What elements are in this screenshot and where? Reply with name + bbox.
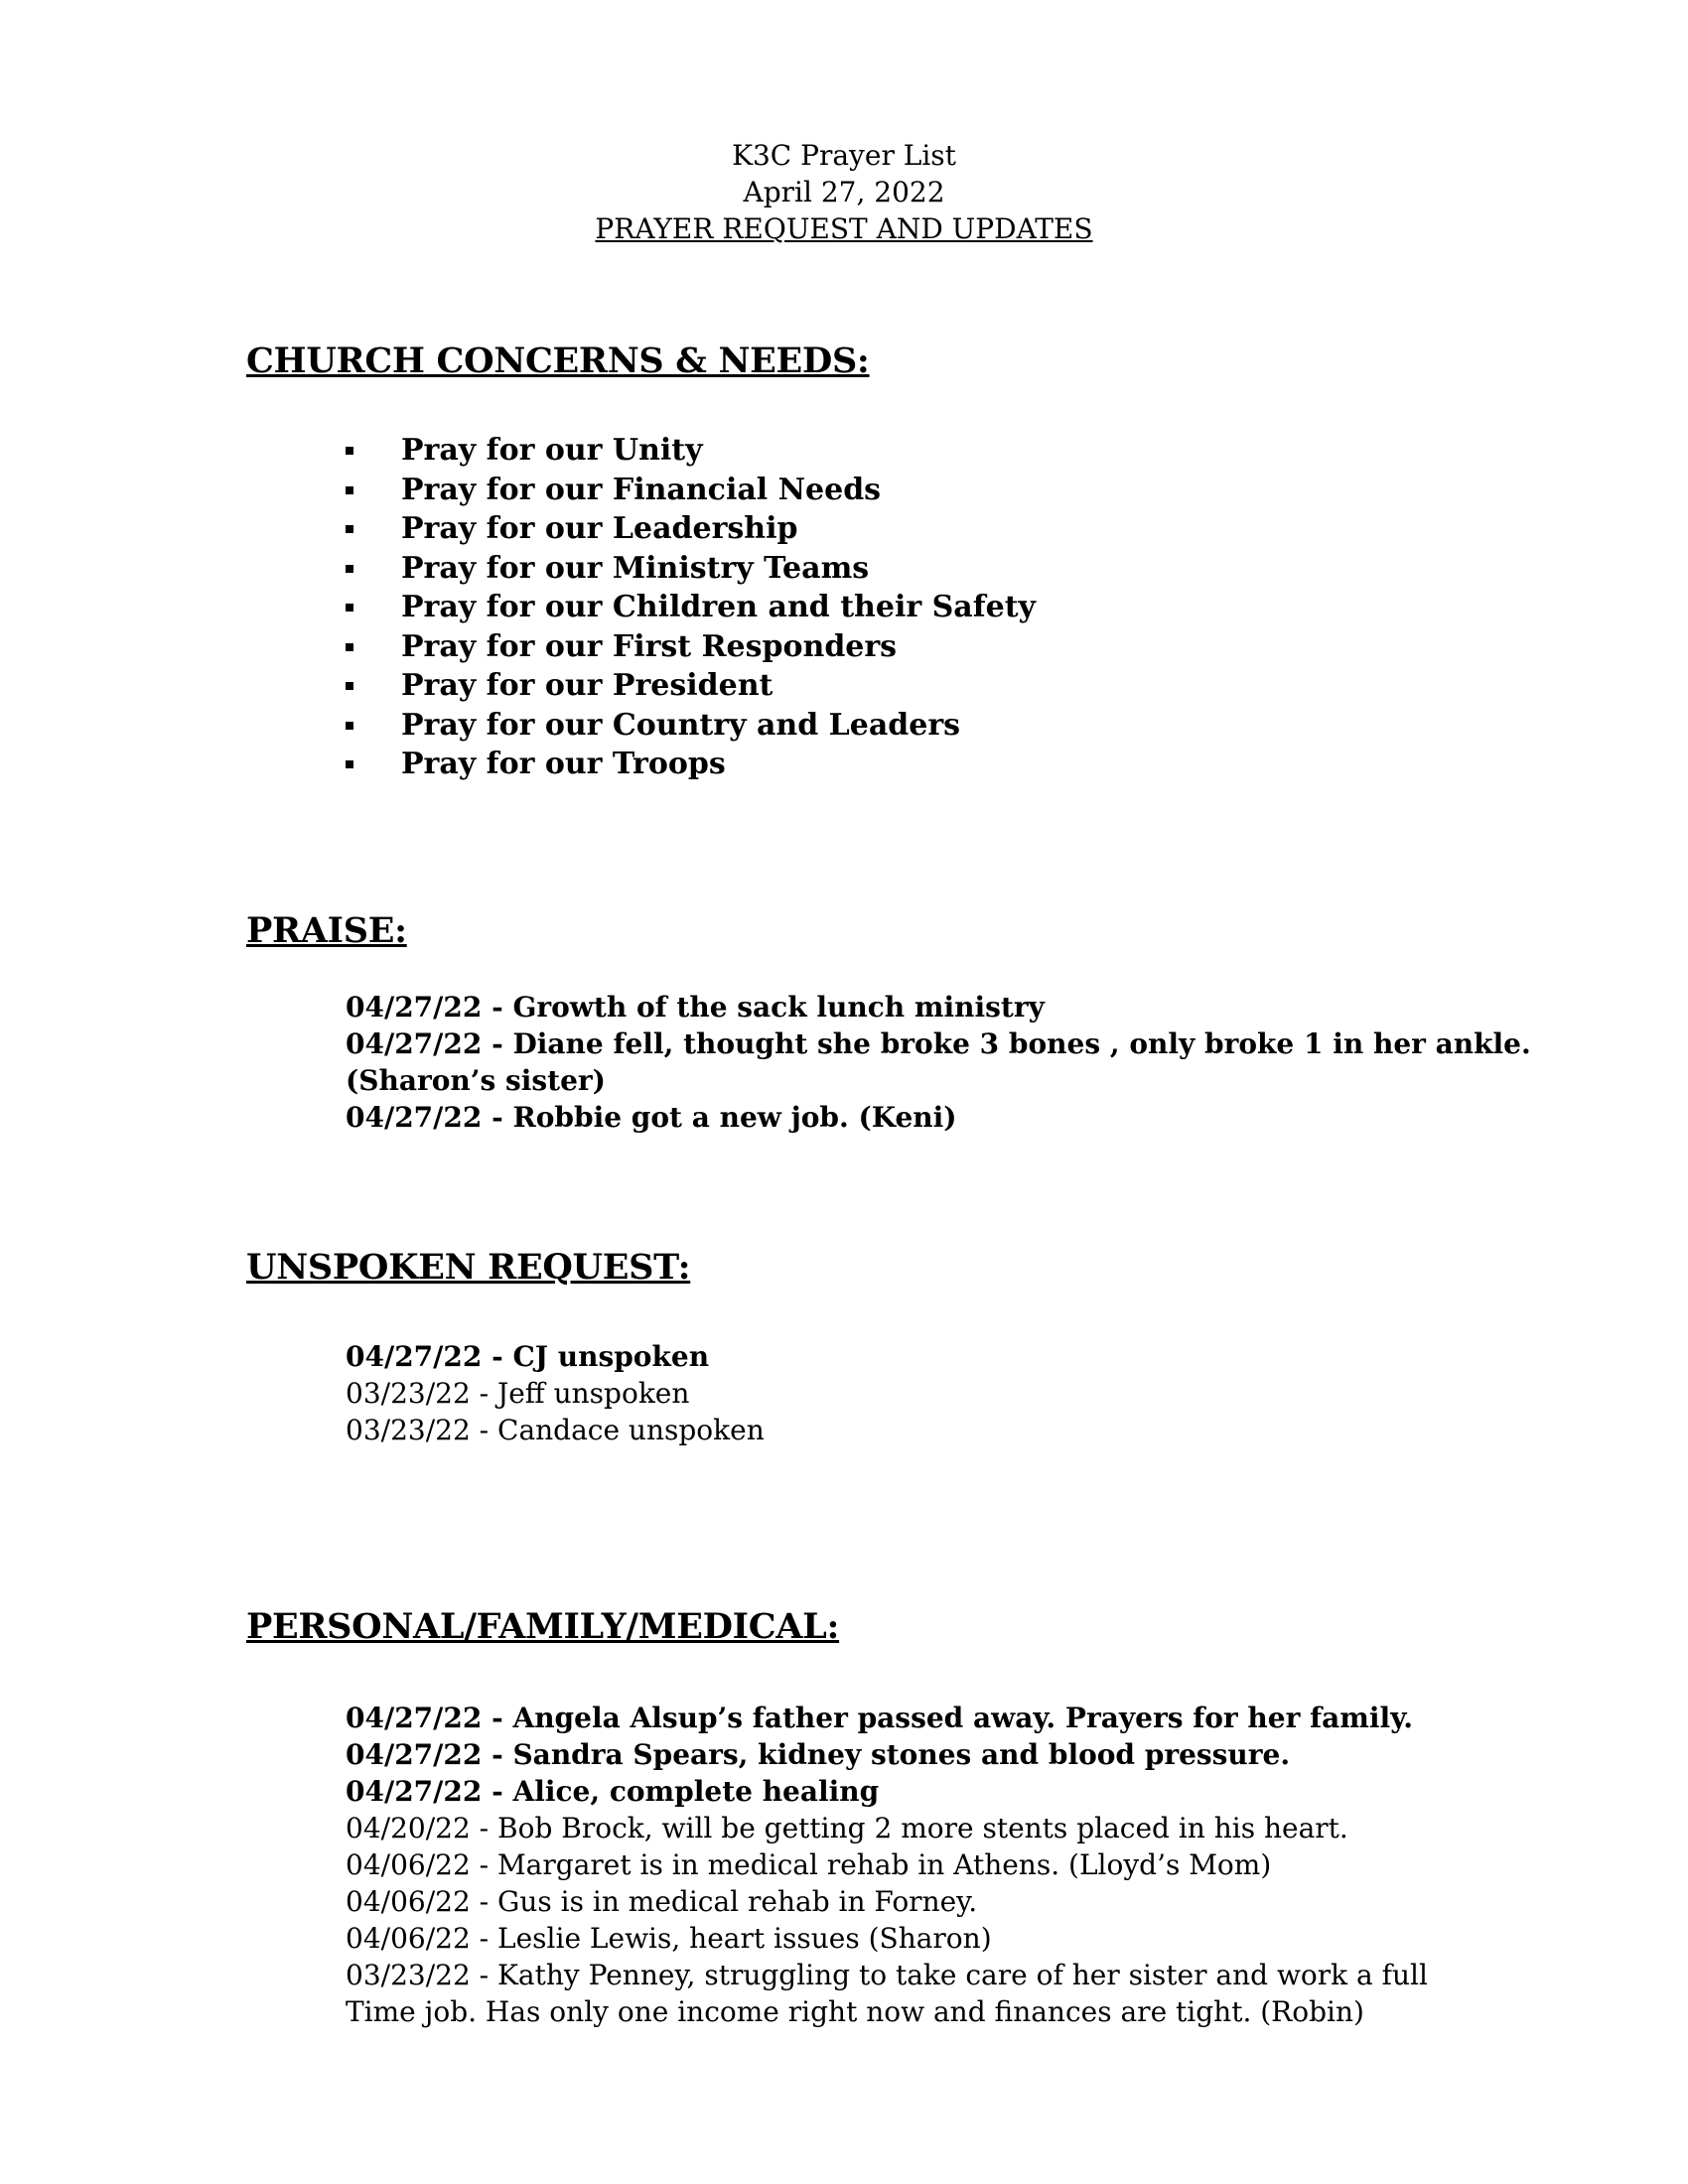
square-bullet-icon (346, 447, 353, 455)
square-bullet-icon (346, 682, 353, 690)
list-subtitle: PRAYER REQUEST AND UPDATES (595, 212, 1093, 245)
list-item: Pray for our Troops (346, 745, 1036, 784)
list-item: 04/27/22 - Growth of the sack lunch ministry (346, 991, 1045, 1024)
document-header (0, 137, 1688, 247)
list-item: Pray for our Country and Leaders (346, 706, 1036, 746)
list-date: April 27, 2022 (743, 176, 945, 208)
personal-family-medical-heading: PERSONAL/FAMILY/MEDICAL: (246, 1606, 840, 1647)
square-bullet-icon (346, 525, 353, 533)
list-item: Pray for our Leadership (346, 509, 1036, 549)
list-item: 04/27/22 - Sandra Spears, kidney stones and blood pressure. (346, 1738, 1291, 1771)
list-item: 04/27/22 - Angela Alsup’s father passed away. Prayers for her family. (346, 1702, 1413, 1734)
personal-list (346, 1700, 1428, 2030)
list-item: (Sharon’s sister) (346, 1064, 606, 1097)
list-item: Time job. Has only one income right now and finances are tight. (Robin) (346, 1995, 1364, 2028)
list-item: 04/27/22 - Robbie got a new job. (Keni) (346, 1101, 957, 1134)
praise-list (346, 989, 1531, 1136)
list-item: 04/27/22 - CJ unspoken (346, 1340, 710, 1373)
church-concerns-heading: CHURCH CONCERNS & NEEDS: (246, 341, 870, 381)
list-item: 04/20/22 - Bob Brock, will be getting 2 more stents placed in his heart. (346, 1812, 1348, 1844)
list-item: Pray for our President (346, 666, 1036, 706)
list-item: 03/23/22 - Candace unspoken (346, 1414, 765, 1446)
list-item: Pray for our Children and their Safety (346, 588, 1036, 627)
list-item: Pray for our Unity (346, 431, 1036, 471)
church-concerns-list (346, 431, 1036, 784)
list-item: Pray for our Financial Needs (346, 471, 1036, 510)
square-bullet-icon (346, 486, 353, 494)
list-item: 04/06/22 - Gus is in medical rehab in Forney. (346, 1885, 978, 1918)
list-item: Pray for our Ministry Teams (346, 549, 1036, 589)
unspoken-list (346, 1338, 765, 1448)
praise-heading: PRAISE: (246, 910, 407, 951)
list-title: K3C Prayer List (732, 139, 956, 172)
square-bullet-icon (346, 565, 353, 573)
square-bullet-icon (346, 643, 353, 651)
unspoken-request-heading: UNSPOKEN REQUEST: (246, 1247, 691, 1288)
square-bullet-icon (346, 722, 353, 730)
list-item: 03/23/22 - Jeff unspoken (346, 1377, 690, 1410)
list-item: Pray for our First Responders (346, 627, 1036, 667)
list-item: 04/27/22 - Diane fell, thought she broke 3 bones , only broke 1 in her ankle. (346, 1027, 1531, 1060)
list-item: 04/27/22 - Alice, complete healing (346, 1775, 880, 1808)
square-bullet-icon (346, 604, 353, 612)
square-bullet-icon (346, 760, 353, 768)
list-item: 03/23/22 - Kathy Penney, struggling to take care of her sister and work a full (346, 1959, 1428, 1991)
list-item: 04/06/22 - Leslie Lewis, heart issues (Sharon) (346, 1922, 992, 1955)
list-item: 04/06/22 - Margaret is in medical rehab in Athens. (Lloyd’s Mom) (346, 1848, 1272, 1881)
